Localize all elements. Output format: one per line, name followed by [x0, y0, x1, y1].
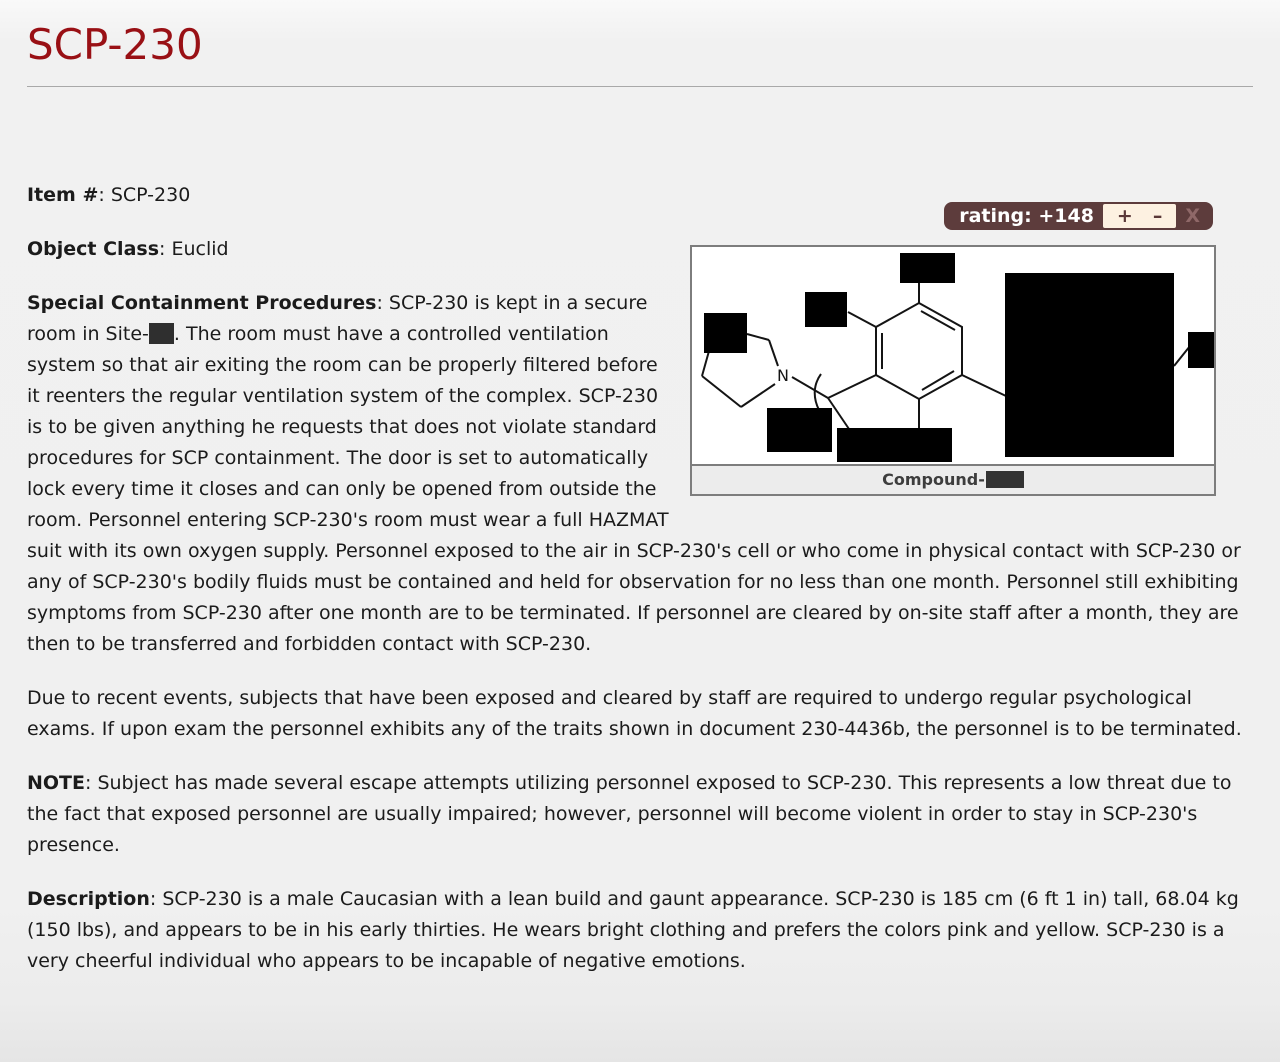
nitrogen-atom-label: N [777, 366, 789, 385]
image-caption [692, 464, 1214, 494]
compound-structure-image [692, 247, 1214, 464]
redaction-box [900, 253, 955, 283]
note-paragraph [27, 768, 1253, 861]
redaction-box [805, 292, 847, 327]
rating-widget [944, 202, 1213, 230]
redaction-box-large [1005, 273, 1174, 457]
caption-redaction [986, 471, 1024, 488]
containment-text-b: . The room must have a controlled ventilation system so that air exiting the room can be properly filtered before it reenters the regular ventilation system of the complex. SCP-230 is to be given anything he requests that does not violate standard procedures for SCP containment. The door is set to automatically lock every time it closes and can only be opened from outside the room. Personnel entering SCP-230's room must wear a full HAZMAT suit with its own oxygen supply. Personnel exposed to the air in SCP-230's cell or who come in physical contact with SCP-230 or any of SCP-230's bodily fluids must be contained and held for observation for no less than one month. Personnel still exhibiting symptoms from SCP-230 after one month are to be terminated. If personnel are cleared by on-site staff after a month, they are then to be transferred and forbidden contact with SCP-230. [27, 323, 1241, 655]
rating-value: rating: +148 [959, 205, 1094, 227]
redaction-box [704, 313, 747, 353]
image-block [690, 245, 1216, 496]
rating-buttons [1103, 204, 1176, 228]
object-class-label: Object Class [27, 238, 160, 260]
description-label: Description [27, 888, 150, 910]
caption-text: Compound- [882, 470, 985, 489]
note-label: NOTE [27, 772, 85, 794]
description-text: : SCP-230 is a male Caucasian with a lean build and gaunt appearance. SCP-230 is 185 cm (6 ft 1 in) tall, 68.04 kg (150 lbs), and appears to be in his early thirties. He wears bright clothing and prefers the colors pink and yellow. SCP-230 is a very cheerful individual who appears to be incapable of negative emotions. [27, 888, 1239, 972]
rate-up-button[interactable]: + [1116, 205, 1133, 227]
rate-down-button[interactable]: – [1152, 205, 1163, 227]
chemical-structure-drawing [692, 247, 1214, 464]
redaction-box [1188, 332, 1214, 368]
page-title: SCP-230 [27, 20, 203, 69]
redaction-box [767, 408, 832, 452]
recent-events-paragraph: Due to recent events, subjects that have been exposed and cleared by staff are required to undergo regular psychological exams. If upon exam the personnel exhibits any of the traits shown in document 230-4436b, the personnel is to be terminated. [27, 687, 1242, 740]
object-class-value: : Euclid [159, 238, 229, 260]
title-divider [27, 86, 1253, 87]
description-paragraph [27, 884, 1253, 977]
article-body [27, 180, 1253, 977]
site-number-redaction [149, 323, 174, 344]
containment-label: Special Containment Procedures [27, 292, 377, 314]
containment-text-a: : SCP-230 is kept in a secure room in Site- [27, 292, 648, 345]
item-number-value: : SCP-230 [98, 184, 191, 206]
redaction-box [837, 428, 952, 462]
item-number-label: Item # [27, 184, 99, 206]
rating-close-button[interactable]: X [1185, 205, 1200, 227]
note-text: : Subject has made several escape attempts utilizing personnel exposed to SCP-230. This represents a low threat due to the fact that exposed personnel are usually impaired; however, personnel will become violent in order to stay in SCP-230's presence. [27, 772, 1232, 856]
